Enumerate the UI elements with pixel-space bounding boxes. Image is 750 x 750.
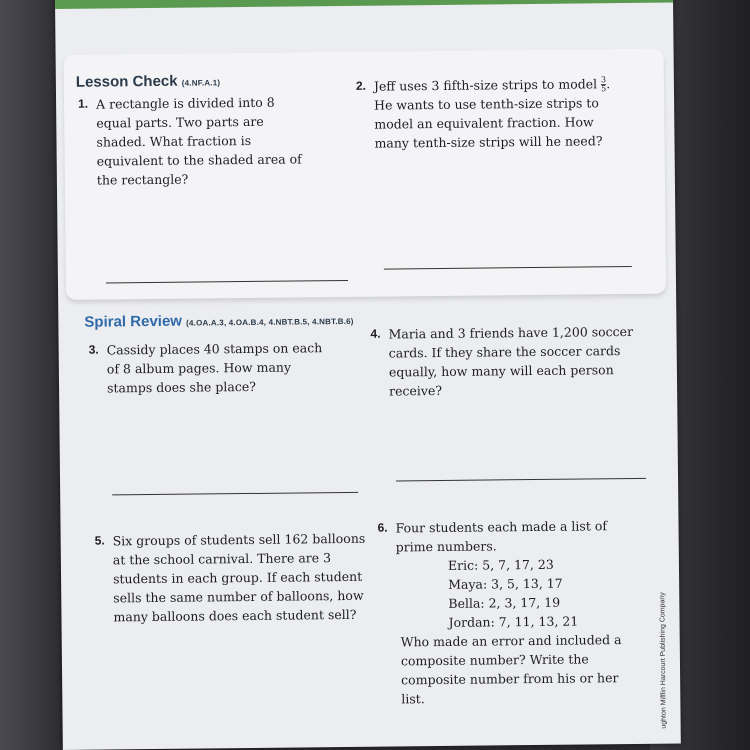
spiral-review-standard: (4.OA.A.3, 4.OA.B.4, 4.NBT.B.5, 4.NBT.B.6) <box>186 316 354 328</box>
question-text: Jeff uses 3 fifth-size strips to model $\frac{3}{5}$ . He wants to use tenth-size strips to model an equivalent fraction. How many tenth-size strips will he need? <box>373 75 611 151</box>
question-number: 5. <box>94 533 105 548</box>
spiral-review-heading <box>84 311 353 331</box>
question-number: 6. <box>377 520 388 535</box>
question-2 <box>355 74 625 153</box>
list-item: Maya: 3, 5, 13, 17 <box>448 575 563 592</box>
question-3 <box>88 338 338 397</box>
publisher-credit: ughton Mifflin Harcourt Publishing Company <box>659 592 668 729</box>
prime-lists <box>448 554 647 632</box>
question-intro: Four students each made a list of prime numbers. <box>395 518 608 555</box>
worksheet-page <box>55 0 681 750</box>
desk-background-left <box>0 0 60 750</box>
question-text: Six groups of students sell 162 balloons at the school carnival. There are 3 students in each group. If each student sells the same number of balloons, how many balloons does each student sell? <box>112 530 366 625</box>
answer-line-4[interactable] <box>396 478 646 482</box>
spiral-review-title: Spiral Review <box>84 312 183 331</box>
list-item: Jordan: 7, 11, 13, 21 <box>448 613 579 630</box>
lesson-check-standard: (4.NF.A.1) <box>181 78 221 88</box>
fraction-three-fifths: $\frac{3}{5}$ <box>600 75 607 94</box>
question-number: 2. <box>355 78 367 93</box>
answer-line-3[interactable] <box>112 492 358 496</box>
question-number: 4. <box>370 326 381 341</box>
question-text: Who made an error and included a composite number? Write the composite number from his or her list. <box>400 632 622 707</box>
list-item: Bella: 2, 3, 17, 19 <box>448 594 561 611</box>
question-4 <box>370 322 644 401</box>
question-6 <box>377 516 647 709</box>
question-1 <box>78 92 307 189</box>
list-item: Eric: 5, 7, 17, 23 <box>447 556 554 573</box>
header-color-bar <box>55 0 673 9</box>
question-text: Cassidy places 40 stamps on each of 8 album pages. How many stamps does she place? <box>106 340 323 396</box>
question-text: A rectangle is divided into 8 equal parts. Two parts are shaded. What fraction is equivalent to the shaded area of the rectangle? <box>96 94 302 188</box>
question-5 <box>94 529 369 627</box>
question-number: 3. <box>88 342 99 357</box>
lesson-check-title: Lesson Check <box>75 72 178 91</box>
question-text: Maria and 3 friends have 1,200 soccer cards. If they share the soccer cards equally, how many will each person receive? <box>388 323 634 399</box>
question-number: 1. <box>78 96 89 111</box>
lesson-check-heading <box>76 72 221 91</box>
